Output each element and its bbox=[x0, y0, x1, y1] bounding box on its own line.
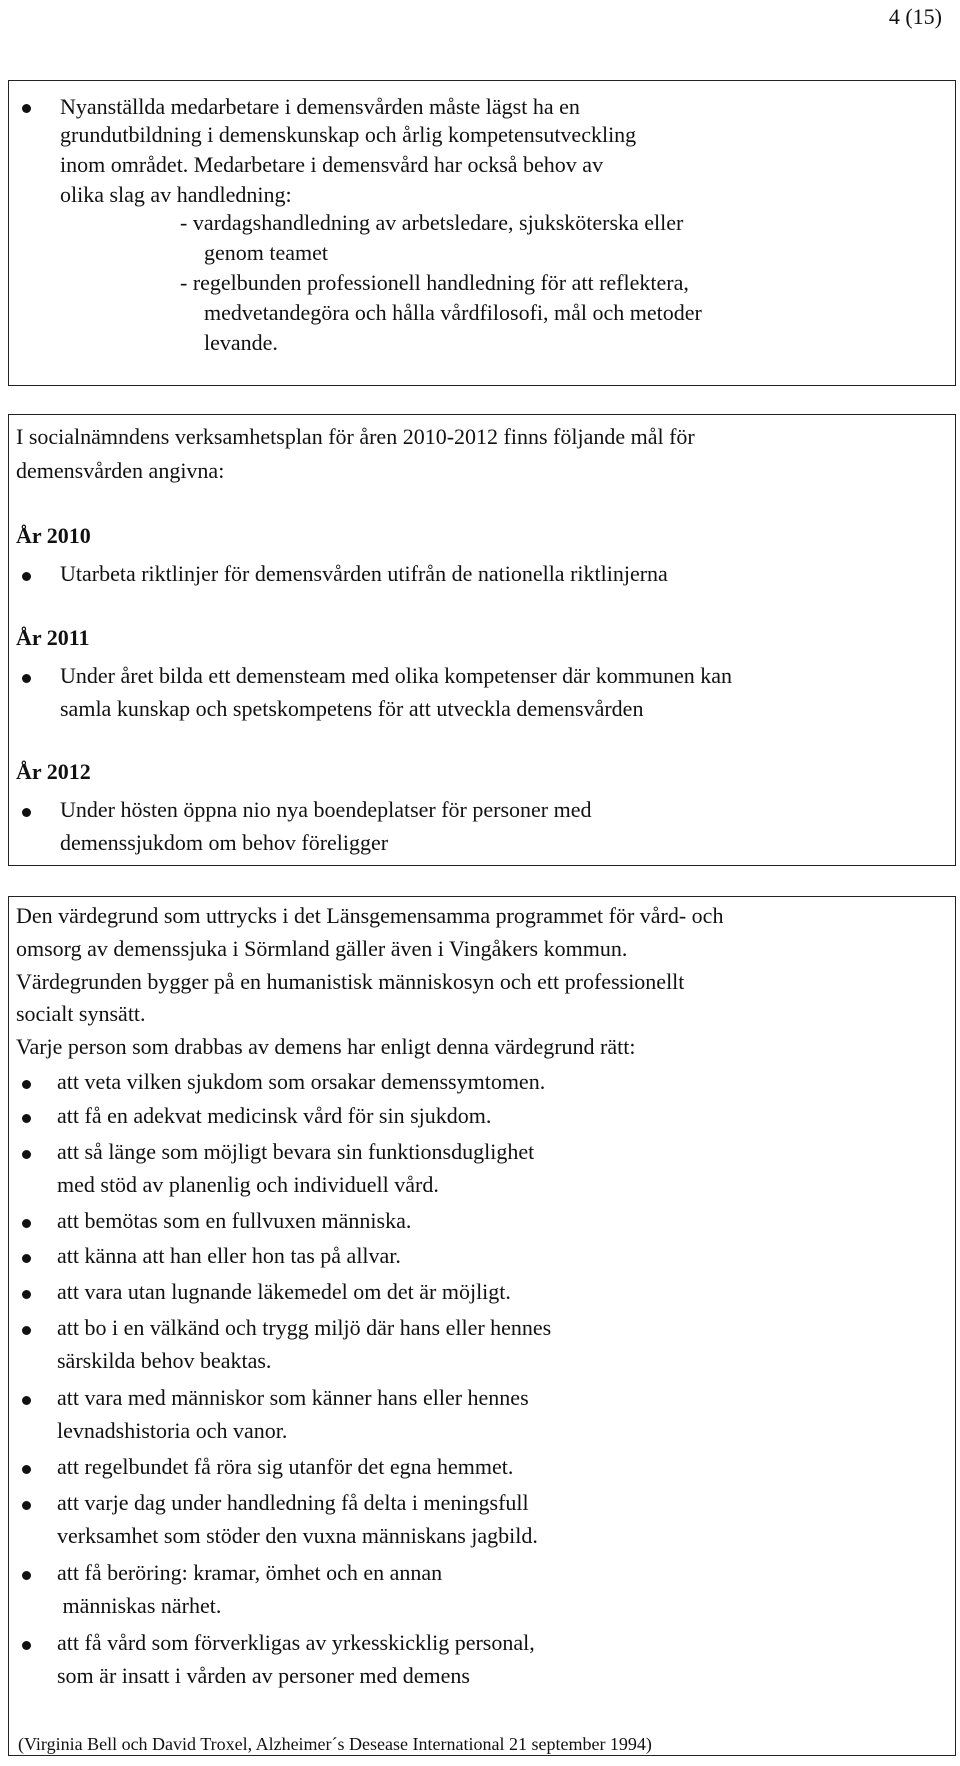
bullet-icon bbox=[22, 1150, 31, 1159]
values-paragraph: omsorg av demenssjuka i Sörmland gäller även i Vingåkers kommun. bbox=[16, 936, 628, 961]
bullet-icon bbox=[22, 1254, 31, 1263]
bullet-icon bbox=[22, 1501, 31, 1510]
values-paragraph: Värdegrunden bygger på en humanistisk människosyn och ett professionellt bbox=[16, 969, 685, 994]
box1-sub-item: genom teamet bbox=[204, 240, 329, 265]
right-item: att så länge som möjligt bevara sin funktionsduglighet bbox=[57, 1139, 535, 1164]
year-heading: År 2012 bbox=[16, 759, 91, 784]
bullet-icon bbox=[22, 1465, 31, 1474]
right-item: människas närhet. bbox=[57, 1593, 222, 1618]
year-goal: Under året bilda ett demensteam med olika kompetenser där kommunen kan bbox=[60, 663, 732, 688]
goals-intro: demensvården angivna: bbox=[16, 458, 225, 483]
right-item: att varje dag under handledning få delta i meningsfull bbox=[57, 1490, 529, 1515]
right-item: med stöd av planenlig och individuell vård. bbox=[57, 1172, 439, 1197]
right-item: att vara utan lugnande läkemedel om det är möjligt. bbox=[57, 1279, 511, 1304]
box1-sub-item: - vardagshandledning av arbetsledare, sjuksköterska eller bbox=[180, 210, 684, 235]
right-item: att regelbundet få röra sig utanför det egna hemmet. bbox=[57, 1454, 514, 1479]
values-paragraph: socialt synsätt. bbox=[16, 1001, 146, 1026]
right-item: att vara med människor som känner hans eller hennes bbox=[57, 1385, 529, 1410]
year-goal: samla kunskap och spetskompetens för att utveckla demensvården bbox=[60, 696, 644, 721]
box1-line: inom området. Medarbetare i demensvård har också behov av bbox=[60, 152, 604, 177]
values-paragraph: Den värdegrund som uttrycks i det Länsgemensamma programmet för vård- och bbox=[16, 903, 724, 928]
page-number: 4 (15) bbox=[888, 4, 942, 29]
right-item: att få beröring: kramar, ömhet och en annan bbox=[57, 1560, 443, 1585]
box1-sub-item: medvetandegöra och hålla vårdfilosofi, mål och metoder bbox=[204, 300, 702, 325]
right-item: verksamhet som stöder den vuxna människans jagbild. bbox=[57, 1523, 538, 1548]
box1-sub-item: - regelbunden professionell handledning för att reflektera, bbox=[180, 270, 689, 295]
right-item: att känna att han eller hon tas på allvar. bbox=[57, 1243, 401, 1268]
right-item: att få vård som förverkligas av yrkesskicklig personal, bbox=[57, 1630, 535, 1655]
box1-line: grundutbildning i demenskunskap och årlig kompetensutveckling bbox=[60, 122, 637, 147]
year-heading: År 2011 bbox=[16, 625, 90, 650]
bullet-icon bbox=[22, 1290, 31, 1299]
bullet-icon bbox=[22, 1641, 31, 1650]
right-item: att bo i en välkänd och trygg miljö där hans eller hennes bbox=[57, 1315, 552, 1340]
bullet-icon bbox=[22, 674, 31, 683]
goals-intro: I socialnämndens verksamhetsplan för åren 2010-2012 finns följande mål för bbox=[16, 424, 695, 449]
year-heading: År 2010 bbox=[16, 523, 91, 548]
right-item: att veta vilken sjukdom som orsakar demenssymtomen. bbox=[57, 1069, 546, 1094]
year-goal: demenssjukdom om behov föreligger bbox=[60, 830, 389, 855]
bullet-icon bbox=[22, 1571, 31, 1580]
right-item: som är insatt i vården av personer med demens bbox=[57, 1663, 470, 1688]
bullet-icon bbox=[22, 104, 31, 113]
box1-line: olika slag av handledning: bbox=[60, 182, 292, 207]
bullet-icon bbox=[22, 1219, 31, 1228]
bullet-icon bbox=[22, 1396, 31, 1405]
bullet-icon bbox=[22, 808, 31, 817]
right-item: att få en adekvat medicinsk vård för sin sjukdom. bbox=[57, 1103, 492, 1128]
citation: (Virginia Bell och David Troxel, Alzheimer´s Desease International 21 september 1994) bbox=[18, 1734, 652, 1754]
bullet-icon bbox=[22, 1080, 31, 1089]
bullet-icon bbox=[22, 1326, 31, 1335]
box1-line: Nyanställda medarbetare i demensvården måste lägst ha en bbox=[60, 94, 580, 119]
year-goal: Under hösten öppna nio nya boendeplatser för personer med bbox=[60, 797, 592, 822]
right-item: att bemötas som en fullvuxen människa. bbox=[57, 1208, 412, 1233]
box1-sub-item: levande. bbox=[204, 330, 278, 355]
bullet-icon bbox=[22, 1114, 31, 1123]
right-item: särskilda behov beaktas. bbox=[57, 1348, 272, 1373]
bullet-icon bbox=[22, 572, 31, 581]
year-goal: Utarbeta riktlinjer för demensvården utifrån de nationella riktlinjerna bbox=[60, 561, 668, 586]
values-paragraph: Varje person som drabbas av demens har enligt denna värdegrund rätt: bbox=[16, 1034, 636, 1059]
right-item: levnadshistoria och vanor. bbox=[57, 1418, 288, 1443]
